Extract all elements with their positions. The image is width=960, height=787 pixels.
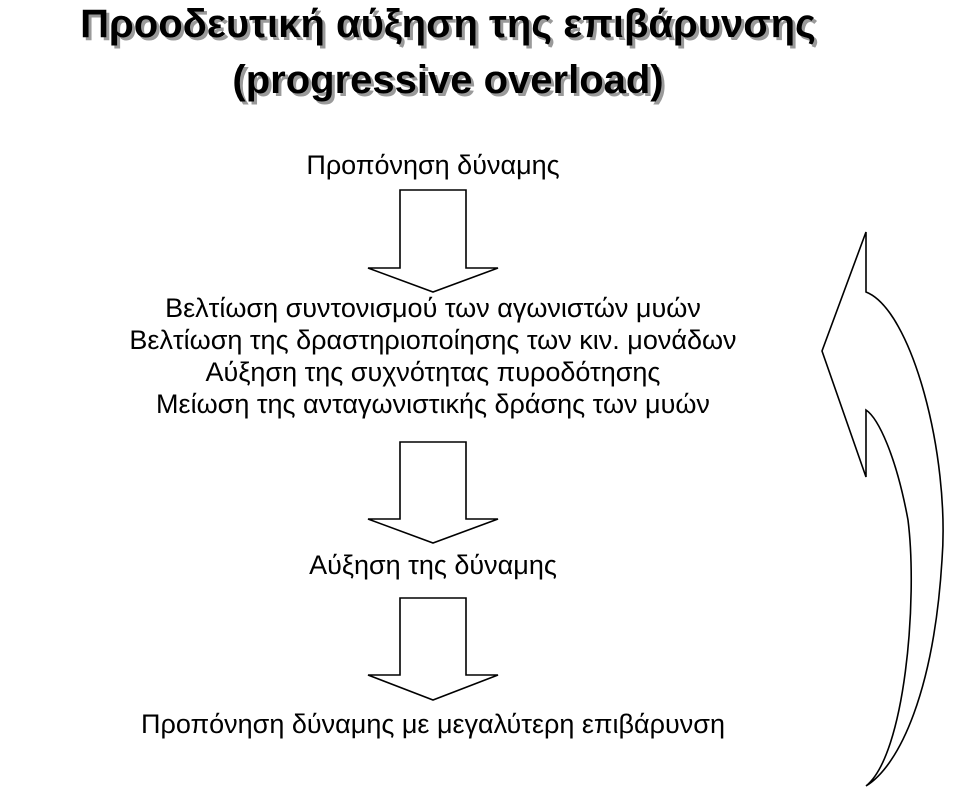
down-arrow-icon — [368, 442, 498, 543]
effect-item: Βελτίωση της δραστηριοποίησης των κιν. μονάδων — [129, 325, 737, 355]
effect-item: Αύξηση της συχνότητας πυροδότησης — [205, 357, 661, 387]
title-line-2: (progressive overload) — [232, 58, 664, 102]
step-next: Προπόνηση δύναμης με μεγαλύτερη επιβάρυνση — [141, 709, 725, 739]
effect-item: Μείωση της ανταγωνιστικής δράσης των μυών — [156, 389, 710, 419]
down-arrow-icon — [368, 190, 498, 292]
down-arrow-icon — [368, 598, 498, 700]
step-result: Αύξηση της δύναμης — [309, 550, 557, 580]
title-line-1: Προοδευτική αύξηση της επιβάρυνσης — [80, 2, 816, 46]
curved-feedback-arrow-icon — [822, 232, 943, 786]
step-start: Προπόνηση δύναμης — [306, 150, 560, 180]
effect-item: Βελτίωση συντονισμού των αγωνιστών μυών — [165, 293, 701, 323]
